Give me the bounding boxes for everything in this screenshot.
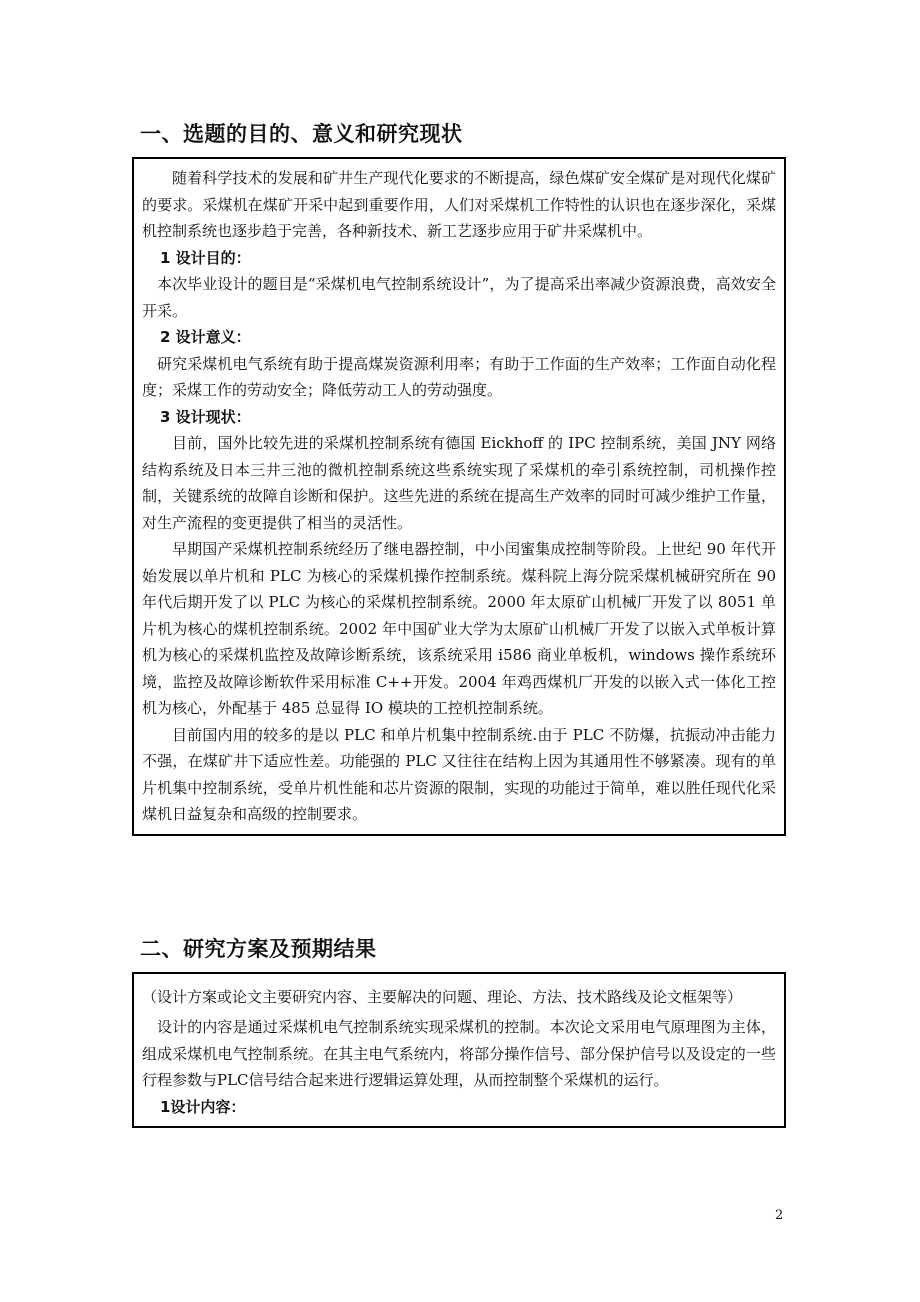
status-paragraph-2: 早期国产采煤机控制系统经历了继电器控制，中小闰蜜集成控制等阶段。上世纪 90 年代开始发展以单片机和 PLC 为核心的采煤机操作控制系统。煤科院上海分院采煤机械研究所在 90 年代后期开发了以 PLC 为核心的采煤机控制系统。2000 年太原矿山机械厂开发了以 8051 单片机为核心的煤机控制系统。2002 年中国矿业大学为太原矿山机械厂开发了以嵌入式单板计算机为核心的采煤机监控及故障诊断系统，该系统采用 i586 商业单板机，windows 操作系统环境，监控及故障诊断软件采用标准 C++开发。2004 年鸡西煤机厂开发的以嵌入式一体化工控机为核心，外配基于 485 总显得 IO 模块的工控机控制系统。 [142, 540, 776, 717]
page-number: 2 [775, 1208, 784, 1223]
section2-title: 二、研究方案及预期结果 [140, 937, 377, 961]
section2-box [132, 972, 786, 1128]
section1-title: 一、选题的目的、意义和研究现状 [140, 122, 463, 146]
status-paragraph-3: 目前国内用的较多的是以 PLC 和单片机集中控制系统.由于 PLC 不防爆，抗振动冲击能力不强，在煤矿井下适应性差。功能强的 PLC 又往往在结构上因为其通用性不够紧凑。现有的单片机集中控制系统，受单片机性能和芯片资源的限制，实现的功能过于简单，难以胜任现代化采煤机日益复杂和高级的控制要求。 [142, 725, 776, 823]
content-paragraph: 设计的内容是通过采煤机电气控制系统实现采煤机的控制。本次论文采用电气原理图为主体，组成采煤机电气控制系统。在其主电气系统内，将部分操作信号、部分保护信号以及设定的一些行程参数与PLC信号结合起来进行逻辑运算处理，从而控制整个采煤机的运行。 [142, 1018, 776, 1089]
status-heading: 3 设计现状： [160, 407, 251, 426]
intro-paragraph: 随着科学技术的发展和矿井生产现代化要求的不断提高，绿色煤矿安全煤矿是对现代化煤矿的要求。采煤机在煤矿开采中起到重要作用，人们对采煤机工作特性的认识也在逐步深化，采煤机控制系统也逐步趋于完善，各种新技术、新工艺逐步应用于矿井采煤机中。 [142, 169, 776, 240]
section1-box [132, 157, 786, 836]
purpose-paragraph: 本次毕业设计的题目是“采煤机电气控制系统设计”，为了提高采出率减少资源浪费，高效安全开采。 [142, 275, 776, 320]
purpose-heading: 1 设计目的： [160, 248, 251, 267]
status-paragraph-1: 目前，国外比较先进的采煤机控制系统有德国 Eickhoff 的 IPC 控制系统，美国 JNY 网络结构系统及日本三井三池的微机控制系统这些系统实现了采煤机的牵引系统控制，司机操作控制，关键系统的故障自诊断和保护。这些先进的系统在提高生产效率的同时可减少维护工作量，对生产流程的变更提供了相当的灵活性。 [142, 434, 776, 532]
significance-heading: 2 设计意义： [160, 328, 251, 346]
significance-paragraph: 研究采煤机电气系统有助于提高煤炭资源利用率；有助于工作面的生产效率；工作面自动化程度；采煤工作的劳动安全；降低劳动工人的劳动强度。 [142, 354, 776, 399]
section2-note: （设计方案或论文主要研究内容、主要解决的问题、理论、方法、技术路线及论文框架等） [142, 988, 743, 1006]
content-heading: 1设计内容： [160, 1097, 246, 1116]
